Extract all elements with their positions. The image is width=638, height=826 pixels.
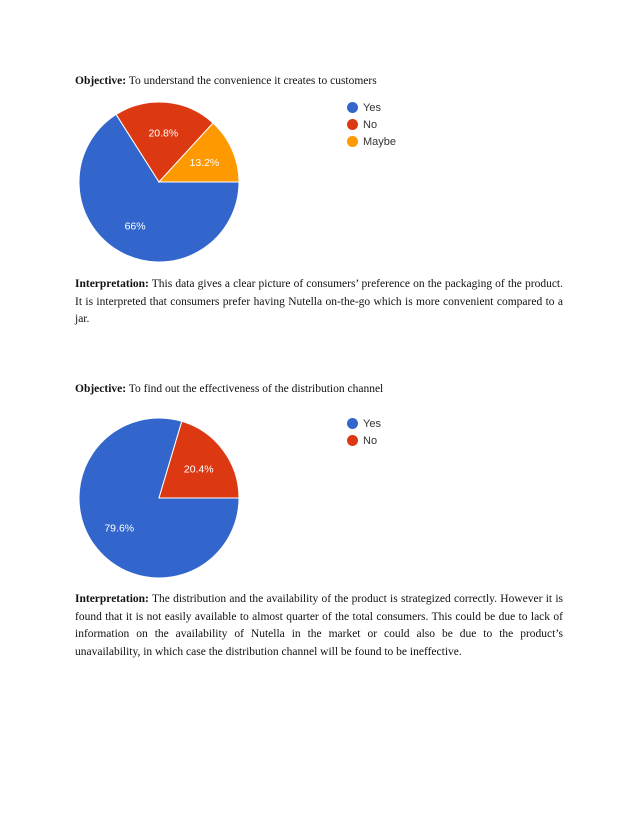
objective-1 — [75, 73, 563, 91]
interpretation-2 — [75, 591, 563, 661]
legend-2 — [347, 415, 381, 449]
legend-item-yes — [347, 99, 396, 116]
pie-chart-1 — [70, 96, 250, 266]
objective-1-text: To understand the convenience it creates to customers — [128, 75, 377, 87]
legend-dot-yes — [347, 102, 358, 113]
legend-item-yes — [347, 415, 381, 432]
legend-label-no: No — [363, 434, 378, 447]
pie-label-yes: 79.6% — [104, 522, 135, 535]
legend-1 — [347, 99, 396, 150]
objective-2 — [75, 381, 563, 399]
interpretation-2-label: Interpretation: — [75, 593, 149, 605]
pie-label-no: 20.4% — [183, 463, 214, 476]
legend-dot-yes — [347, 418, 358, 429]
legend-label-no: No — [363, 118, 378, 131]
interpretation-2-text: The distribution and the availability of the product is strategized correctly. However it is found that it is not easily available to almost quarter of the total consumers. This could be due to lack of information on the availability of Nutella in the market or could also be due to the product’s unavailability, in which case the distribution channel will be found to be ineffective. — [75, 593, 564, 658]
interpretation-1-label: Interpretation: — [75, 278, 149, 290]
legend-item-maybe — [347, 133, 396, 150]
legend-dot-no — [347, 119, 358, 130]
legend-dot-maybe — [347, 136, 358, 147]
legend-label-yes: Yes — [363, 101, 381, 114]
pie-label-maybe: 13.2% — [189, 157, 220, 170]
legend-item-no — [347, 116, 396, 133]
interpretation-1-text: This data gives a clear picture of consumers’ preference on the packaging of the product. It is interpreted that consumers prefer having Nutella on-the-go which is more convenient compared to a jar. — [75, 278, 563, 325]
legend-label-yes: Yes — [363, 417, 381, 430]
legend-label-maybe: Maybe — [363, 135, 397, 148]
pie-label-no: 20.8% — [148, 127, 179, 140]
objective-1-label: Objective: — [75, 75, 127, 87]
interpretation-1 — [75, 276, 563, 329]
legend-item-no — [347, 432, 381, 449]
objective-2-label: Objective: — [75, 383, 127, 395]
pie-chart-2 — [70, 412, 250, 584]
pie-label-yes: 66% — [124, 220, 146, 233]
objective-2-text: To find out the effectiveness of the distribution channel — [128, 383, 384, 395]
legend-dot-no — [347, 435, 358, 446]
